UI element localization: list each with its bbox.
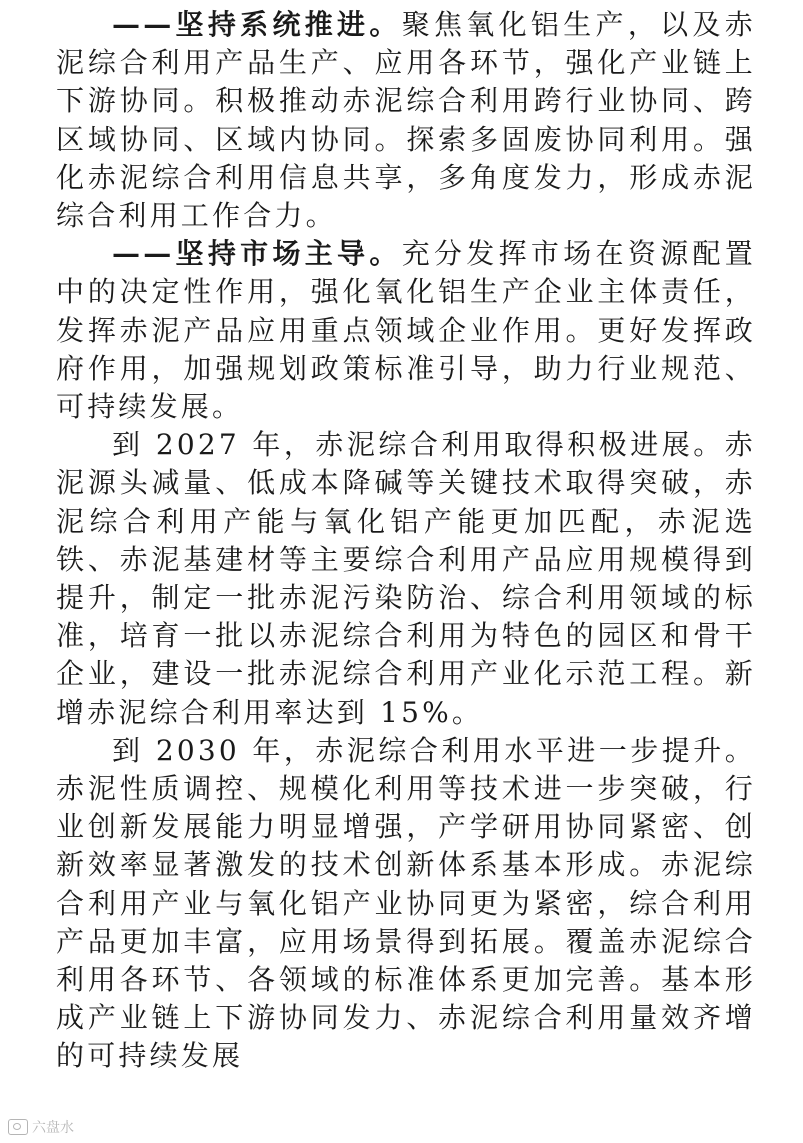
watermark-text: 六盘水: [32, 1120, 74, 1136]
paragraph-system-advance: [56, 6, 756, 235]
paragraph-body: 到 2030 年，赤泥综合利用水平进一步提升。赤泥性质调控、规模化利用等技术进一步突破，行业创新发展能力明显增强，产学研用协同紧密、创新效率显著激发的技术创新体系基本形成。赤泥综合利用产业与氧化铝产业协同更为紧密，综合利用产品更加丰富，应用场景得到拓展。覆盖赤泥综合利用各环节、各领域的标准体系更加完善。基本形成产业链上下游协同发力、赤泥综合利用量效齐增的可持续发展: [56, 733, 756, 1073]
paragraph-market-led: [56, 235, 756, 426]
watermark: [8, 1117, 74, 1137]
paragraph-2027-goal: [56, 426, 756, 732]
camera-icon: [8, 1119, 28, 1135]
paragraph-2030-goal: [56, 732, 756, 1076]
paragraph-body: 到 2027 年，赤泥综合利用取得积极进展。赤泥源头减量、低成本降碱等关键技术取得突破，赤泥综合利用产能与氧化铝产能更加匹配，赤泥选铁、赤泥基建材等主要综合利用产品应用规模得到提升，制定一批赤泥污染防治、综合利用领域的标准，培育一批以赤泥综合利用为特色的园区和骨干企业，建设一批赤泥综合利用产业化示范工程。新增赤泥综合利用率达到 15%。: [56, 428, 756, 729]
paragraph-lead: ——坚持系统推进。: [112, 8, 402, 41]
paragraph-lead: ——坚持市场主导。: [112, 237, 402, 271]
paragraph-body: 充分发挥市场在资源配置中的决定性作用，强化氧化铝生产企业主体责任，发挥赤泥产品应用重点领域企业作用。更好发挥政府作用，加强规划政策标准引导，助力行业规范、可持续发展。: [56, 237, 756, 424]
document-page: [56, 6, 756, 1076]
paragraph-body: 聚焦氧化铝生产，以及赤泥综合利用产品生产、应用各环节，强化产业链上下游协同。积极推动赤泥综合利用跨行业协同、跨区域协同、区域内协同。探索多固废协同利用。强化赤泥综合利用信息共享，多角度发力，形成赤泥综合利用工作合力。: [56, 8, 756, 233]
